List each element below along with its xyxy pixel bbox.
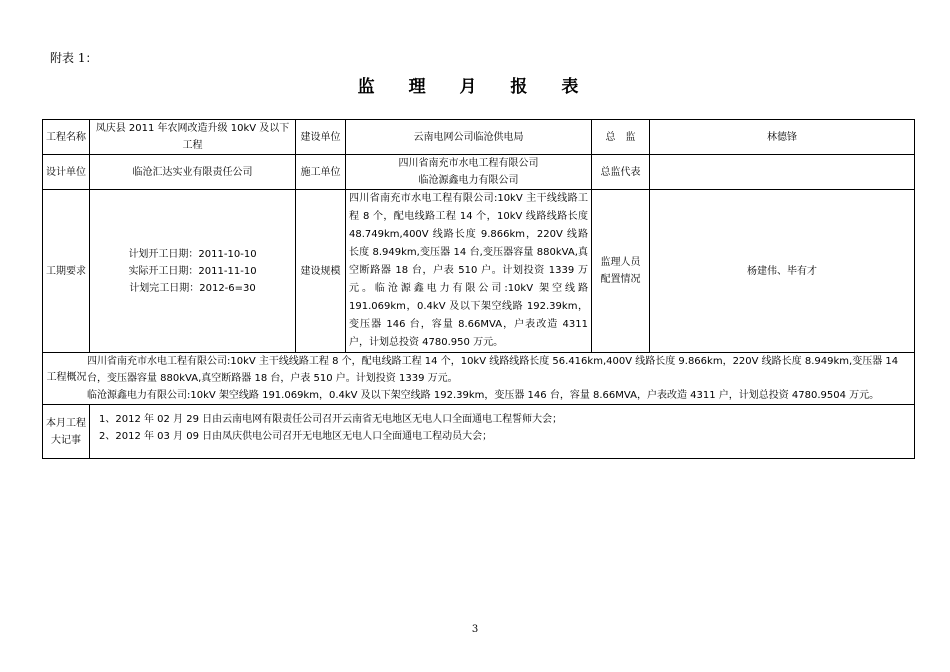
table-row [43, 155, 915, 190]
overview-line-1: 四川省南充市水电工程有限公司:10kV 主干线线路工程 8 个，配电线路工程 14 个，10kV 线路线路长度 56.416km,400V 线路长度 9.866km，220V 线路长度 8.949km,变压器 14 台，变压器容量 880kVA,真空断路器 18 台，户表 510 户。计划投资 1339 万元。 [87, 356, 899, 384]
scale-value: 四川省南充市水电工程有限公司:10kV 主干线线路工程 8 个，配电线路工程 14 个，10kV 线路线路长度 48.749km,400V 线路长度 9.866km，220V 线路长度 8.949km,变压器 14 台,变压器容量 880kVA,真空断路器 18 台，户表 510 户。计划投资 1339 万元。临沧源鑫电力有限公司:10kV 架空线路 191.069km，0.4kV 及以下架空线路 192.39km，变压器 146 台，容量 8.66MVA，户表改造 4311 户，计划总投资 4780.950 万元。 [346, 190, 592, 353]
design-unit-value: 临沧汇达实业有限责任公司 [90, 155, 296, 190]
plan-end-date: 计划完工日期：2012-6=30 [129, 282, 256, 294]
chief-supervisor-label: 总 监 [592, 120, 650, 155]
project-name-value: 凤庆县 2011 年农网改造升级 10kV 及以下工程 [90, 120, 296, 155]
chief-supervisor-value: 林德锋 [650, 120, 915, 155]
project-name-label: 工程名称 [43, 120, 90, 155]
chief-rep-value [650, 155, 915, 190]
builder-unit-value [346, 155, 592, 190]
staffing-label-line-1: 监理人员 [600, 257, 641, 268]
staffing-label [592, 190, 650, 353]
actual-start-date: 实际开工日期：2011-11-10 [128, 265, 257, 277]
builder-unit-label: 施工单位 [296, 155, 346, 190]
builder-unit-line-1: 四川省南充市水电工程有限公司 [398, 158, 539, 169]
table-row [43, 353, 915, 405]
page-title: 监 理 月 报 表 [357, 77, 593, 97]
page-number: 3 [471, 624, 479, 635]
events-value [90, 405, 915, 459]
event-item-2: 2、2012 年 03 月 09 日由凤庆供电公司召开无电地区无电人口全面通电工程动员大会； [99, 431, 493, 442]
table-row [43, 120, 915, 155]
chief-rep-label: 总监代表 [592, 155, 650, 190]
overview-line-2: 临沧源鑫电力有限公司:10kV 架空线路 191.069km，0.4kV 及以下架空线路 192.39km，变压器 146 台，容量 8.66MVA，户表改造 4311 户，计划总投资 4780.9504 万元。 [87, 390, 880, 401]
overview-label: 工程概况 [46, 372, 87, 383]
events-label [43, 405, 90, 459]
report-table [42, 119, 915, 459]
events-label-line-2: 大记事 [51, 434, 81, 446]
builder-unit-line-2: 临沧源鑫电力有限公司 [418, 175, 519, 186]
staffing-value: 杨建伟、毕有才 [650, 190, 915, 353]
schedule-label: 工期要求 [43, 190, 90, 353]
construction-unit-label: 建设单位 [296, 120, 346, 155]
overview-cell [43, 353, 915, 405]
schedule-value [90, 190, 296, 353]
table-row [43, 190, 915, 353]
events-label-line-1: 本月工程 [46, 417, 86, 429]
design-unit-label: 设计单位 [43, 155, 90, 190]
table-row [43, 405, 915, 459]
plan-start-date: 计划开工日期：2011-10-10 [128, 248, 257, 260]
overview-text [87, 353, 914, 404]
scale-label: 建设规模 [296, 190, 346, 353]
construction-unit-value: 云南电网公司临沧供电局 [346, 120, 592, 155]
staffing-label-line-2: 配置情况 [600, 274, 641, 285]
event-item-1: 1、2012 年 02 月 29 日由云南电网有限责任公司召开云南省无电地区无电人口全面通电工程誓师大会； [99, 414, 563, 425]
attachment-label: 附表 1： [50, 51, 98, 65]
